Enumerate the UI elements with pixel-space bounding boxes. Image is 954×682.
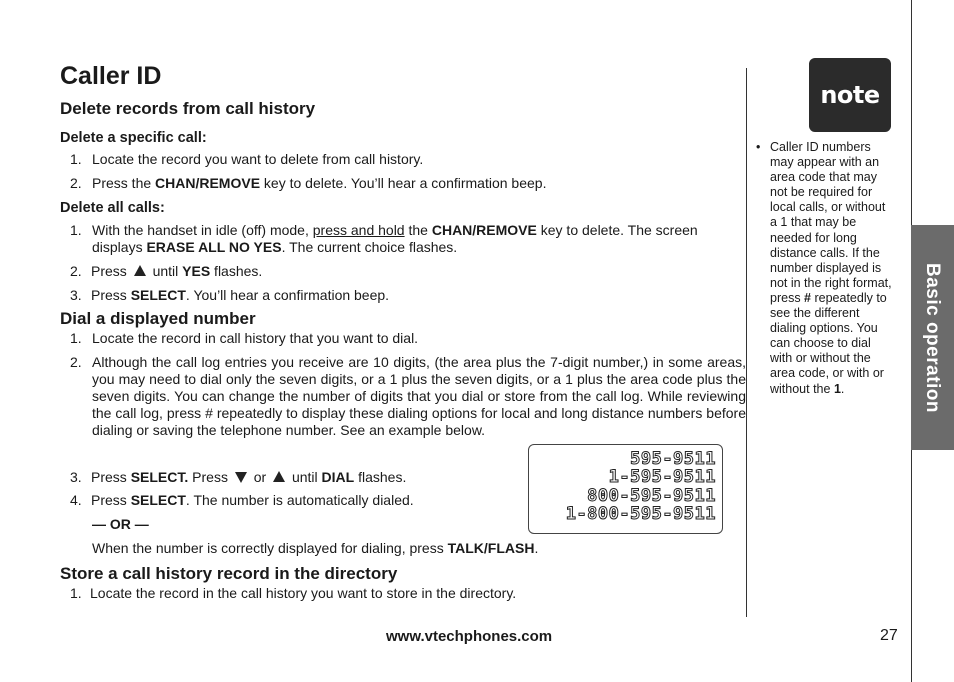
list-item [70, 469, 520, 486]
step-text: Although the call log entries you receive are 10 digits, (the area plus the 7-digit number,) in some areas, you may need to dial only the seven digits, or a 1 plus the seven digits, or a 1 plus the area code plus the seven digits. You can change the number of digits that you dial or store from the call log. While reviewing the call log, press # repeatedly to display these dialing options for local and long distance numbers before dialing or saving the telephone number. See an example below. [92, 354, 746, 438]
step-text: Press the CHAN/REMOVE key to delete. You’ll hear a confirmation beep. [92, 175, 547, 191]
step-number: 1. [70, 585, 82, 601]
step-number: 4. [70, 492, 82, 508]
side-tab [911, 225, 954, 450]
step-text: Locate the record you want to delete from call history. [92, 151, 424, 167]
list-item [70, 585, 730, 602]
side-tab-label: Basic operation [922, 262, 944, 413]
list-item [70, 263, 730, 280]
list-item [70, 222, 746, 258]
bullet: • [756, 140, 761, 154]
step-number: 2. [70, 175, 82, 191]
subheading-delete-specific: Delete a specific call: [60, 130, 207, 146]
step-text: Locate the record in call history that you want to dial. [92, 330, 419, 346]
or-separator: — OR — [92, 516, 149, 532]
column-divider [746, 68, 747, 617]
section-heading-store: Store a call history record in the directory [60, 564, 398, 583]
step-number: 2. [70, 354, 82, 370]
up-arrow-icon [134, 265, 146, 276]
section-heading-dial: Dial a displayed number [60, 309, 256, 328]
page-number: 27 [880, 627, 898, 644]
lcd-line: 800-595-9511 [587, 486, 716, 506]
list-item [70, 492, 520, 509]
lcd-display [528, 444, 723, 534]
up-arrow-icon [273, 471, 285, 482]
footer-url: www.vtechphones.com [386, 628, 553, 645]
talk-instruction: When the number is correctly displayed for dialing, press TALK/FLASH. [92, 540, 539, 556]
step-number: 1. [70, 222, 82, 238]
subheading-delete-all: Delete all calls: [60, 200, 165, 216]
step-number: 3. [70, 469, 82, 485]
step-text: Press until YES flashes. [91, 263, 263, 279]
page-title: Caller ID [60, 62, 162, 90]
step-number: 2. [70, 263, 82, 279]
down-arrow-icon [235, 472, 247, 483]
step-text: Locate the record in the call history you want to store in the directory. [90, 585, 517, 601]
section-heading-delete-records: Delete records from call history [60, 99, 316, 118]
note-body: Caller ID numbers may appear with an area code that may not be required for local calls, or without a 1 that may be needed for long distance calls. If the number displayed is not in the right format, press # repeatedly to see the different dialing options. You can choose to dial with or without the area code, or with or without the 1. [770, 140, 892, 396]
lcd-line: 1-595-9511 [608, 467, 716, 487]
step-number: 1. [70, 330, 82, 346]
lcd-line: 1-800-595-9511 [565, 504, 716, 524]
step-text: Press SELECT. The number is automatically dialed. [91, 492, 414, 508]
step-text: Press SELECT. You’ll hear a confirmation beep. [91, 287, 390, 303]
step-text: Press SELECT. Press or until DIAL flashes. [91, 469, 407, 485]
list-item [70, 287, 730, 304]
list-item [70, 354, 746, 440]
step-text: With the handset in idle (off) mode, press and hold the CHAN/REMOVE key to delete. The screen displays ERASE ALL NO YES. The current choice flashes. [92, 222, 698, 255]
list-item [70, 330, 730, 347]
note-badge: note [809, 58, 891, 132]
lcd-line: 595-9511 [630, 449, 716, 469]
list-item [70, 175, 730, 192]
list-item [70, 151, 730, 168]
step-number: 1. [70, 151, 82, 167]
step-number: 3. [70, 287, 82, 303]
